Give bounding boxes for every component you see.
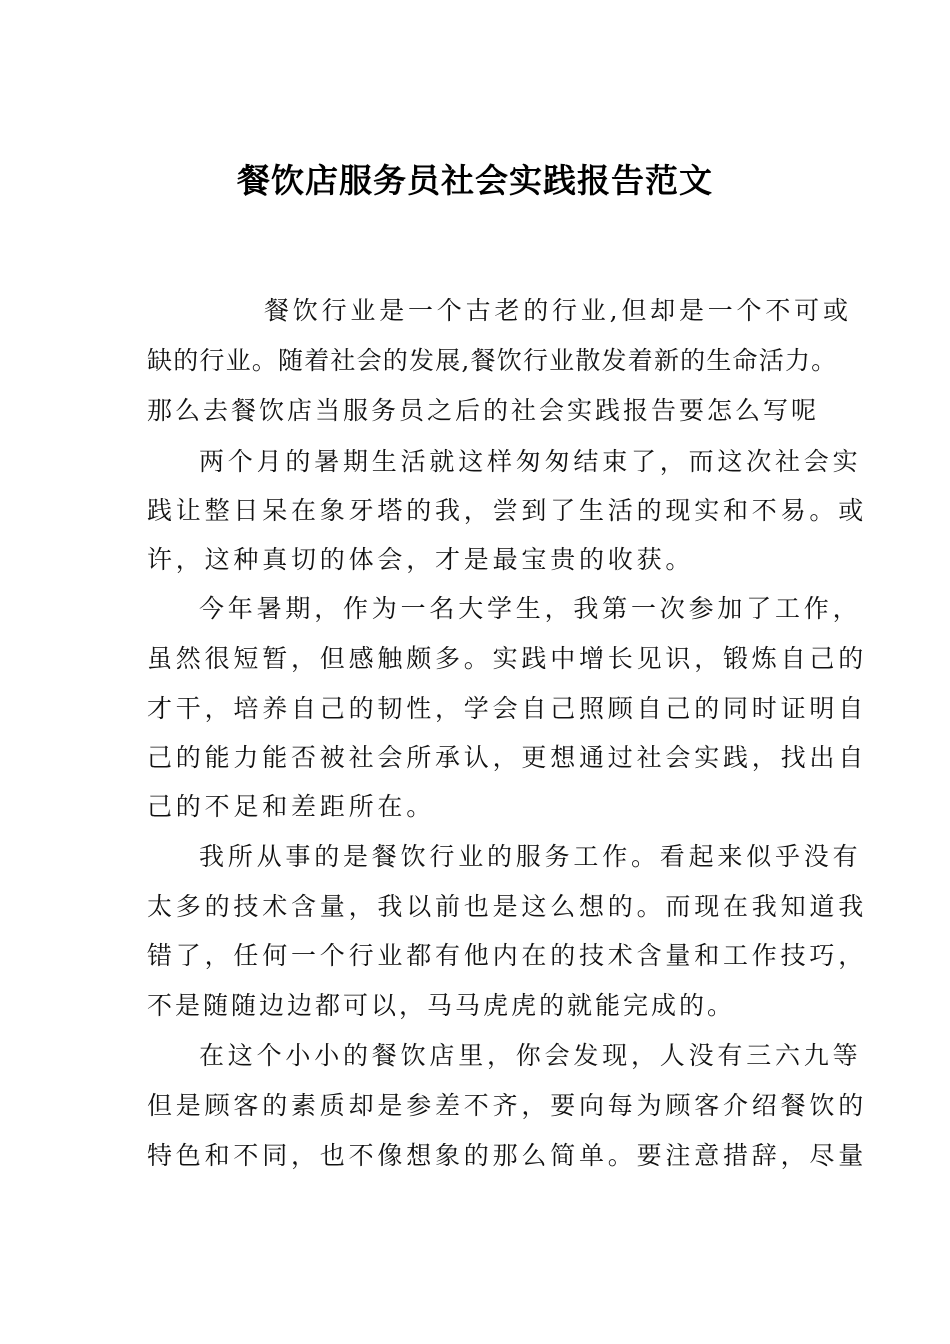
paragraph-line: 今年暑期，作为一名大学生，我第一次参加了工作，	[199, 594, 862, 623]
paragraph-line: 践让整日呆在象牙塔的我，尝到了生活的现实和不易。或	[147, 496, 868, 525]
paragraph-line: 缺的行业。随着社会的发展,餐饮行业散发着新的生命活力。	[147, 346, 838, 375]
paragraph-line: 但是顾客的素质却是参差不齐，要向每为顾客介绍餐饮的	[147, 1091, 868, 1120]
paragraph-line: 那么去餐饮店当服务员之后的社会实践报告要怎么写呢	[147, 396, 820, 425]
paragraph-line: 太多的技术含量，我以前也是这么想的。而现在我知道我	[147, 892, 868, 921]
paragraph-line: 许，这种真切的体会，才是最宝贵的收获。	[147, 545, 695, 574]
paragraph-line: 餐饮行业是一个古老的行业,但却是一个不可或	[264, 296, 852, 325]
paragraph-line: 才干，培养自己的韧性，学会自己照顾自己的同时证明自	[147, 694, 868, 723]
paragraph-line: 两个月的暑期生活就这样匆匆结束了，而这次社会实	[199, 447, 862, 476]
paragraph-line: 虽然很短暂，但感触颇多。实践中增长见识，锻炼自己的	[147, 644, 868, 673]
paragraph-line: 己的不足和差距所在。	[147, 792, 436, 821]
paragraph-line: 错了，任何一个行业都有他内在的技术含量和工作技巧，	[147, 941, 868, 970]
paragraph-line: 特色和不同，也不像想象的那么简单。要注意措辞，尽量	[147, 1141, 868, 1170]
page-title: 餐饮店服务员社会实践报告范文	[237, 161, 713, 200]
paragraph-line: 不是随随边边都可以，马马虎虎的就能完成的。	[147, 991, 736, 1020]
paragraph-line: 我所从事的是餐饮行业的服务工作。看起来似乎没有	[199, 842, 862, 871]
paragraph-line: 在这个小小的餐饮店里，你会发现，人没有三六九等	[199, 1041, 862, 1070]
paragraph-line: 己的能力能否被社会所承认，更想通过社会实践，找出自	[147, 743, 868, 772]
